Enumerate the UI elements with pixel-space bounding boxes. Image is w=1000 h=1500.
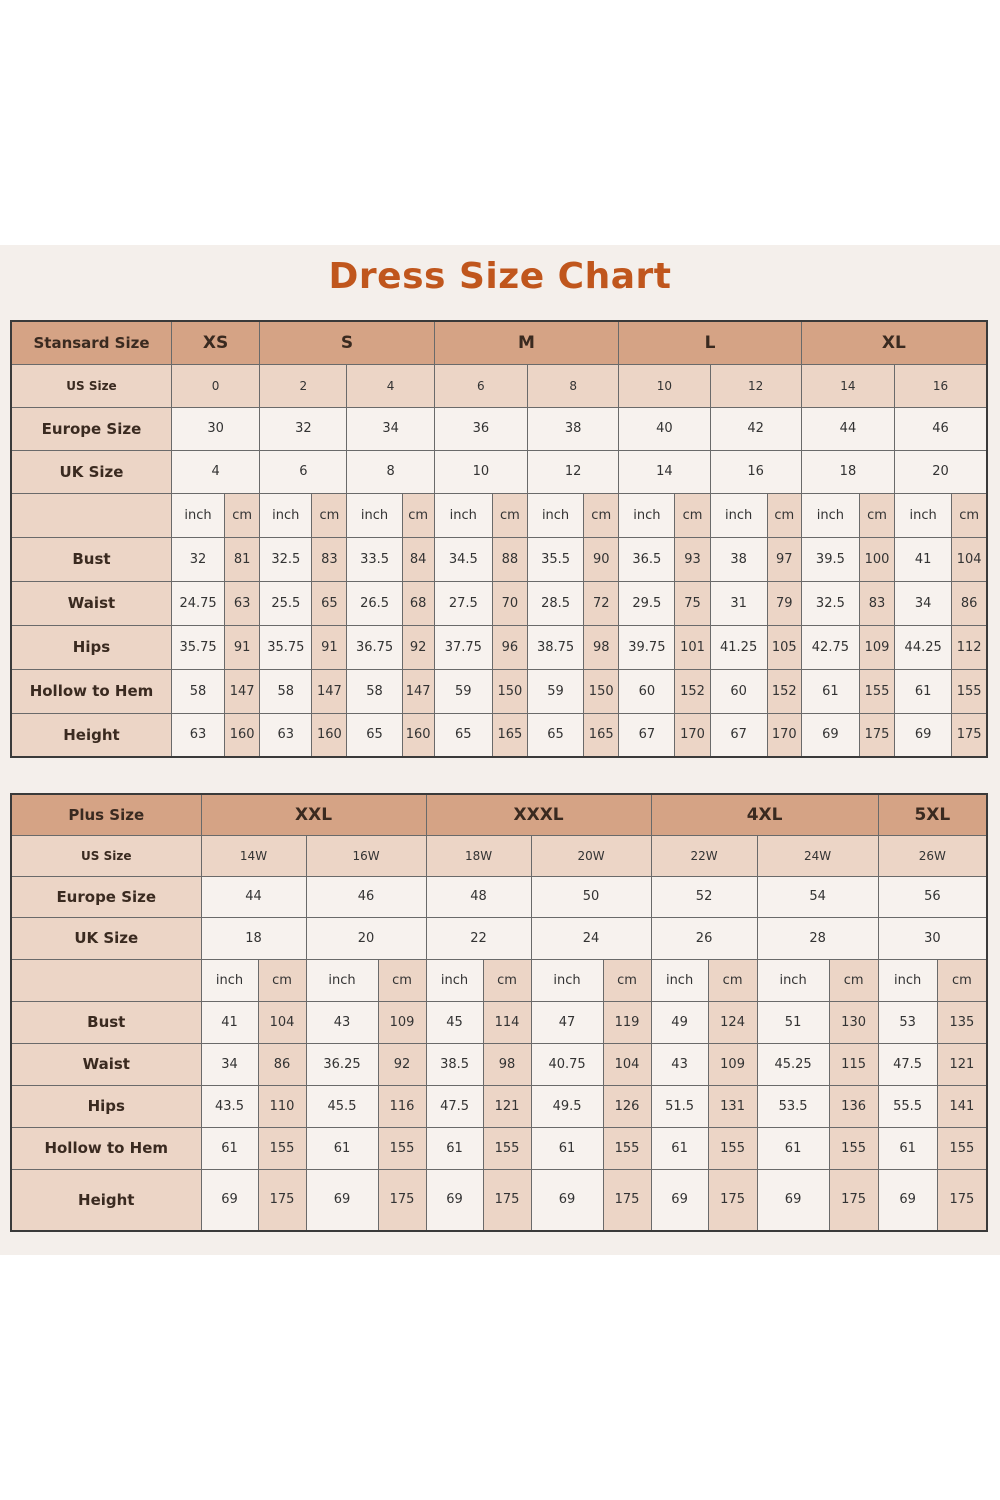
value-cm: 63 bbox=[225, 581, 260, 625]
unit-inch: inch bbox=[434, 493, 492, 537]
value-cm: 121 bbox=[937, 1043, 987, 1085]
value-inch: 34.5 bbox=[434, 537, 492, 581]
value-cm: 165 bbox=[492, 713, 527, 757]
value-cm: 88 bbox=[492, 537, 527, 581]
value-inch: 26.5 bbox=[347, 581, 402, 625]
row-label: US Size bbox=[11, 835, 201, 876]
unit-cm: cm bbox=[708, 959, 757, 1001]
europe-size-cell: 42 bbox=[710, 407, 801, 450]
value-inch: 49.5 bbox=[531, 1085, 603, 1127]
unit-cm: cm bbox=[937, 959, 987, 1001]
uk-size-cell: 8 bbox=[347, 450, 434, 493]
row-label: US Size bbox=[11, 364, 171, 407]
europe-size-cell: 34 bbox=[347, 407, 434, 450]
row-label: Hollow to Hem bbox=[11, 669, 171, 713]
size-group-5xl: 5XL bbox=[878, 794, 987, 835]
uk-size-cell: 16 bbox=[710, 450, 801, 493]
us-size-cell: 8 bbox=[527, 364, 618, 407]
value-inch: 40.75 bbox=[531, 1043, 603, 1085]
value-inch: 45 bbox=[426, 1001, 483, 1043]
unit-cm: cm bbox=[829, 959, 878, 1001]
measurement-row-hollow-to-hem bbox=[11, 669, 987, 713]
measurement-row-bust bbox=[11, 1001, 987, 1043]
uk-size-cell: 20 bbox=[895, 450, 987, 493]
value-inch: 41.25 bbox=[710, 625, 767, 669]
row-label: Height bbox=[11, 713, 171, 757]
value-inch: 58 bbox=[171, 669, 224, 713]
value-inch: 59 bbox=[527, 669, 583, 713]
row-label: Bust bbox=[11, 1001, 201, 1043]
unit-cm: cm bbox=[767, 493, 801, 537]
us-size-cell: 18W bbox=[426, 835, 531, 876]
us-size-row bbox=[11, 835, 987, 876]
value-cm: 175 bbox=[937, 1169, 987, 1231]
value-inch: 41 bbox=[201, 1001, 258, 1043]
value-cm: 81 bbox=[225, 537, 260, 581]
value-inch: 61 bbox=[878, 1127, 937, 1169]
unit-row bbox=[11, 959, 987, 1001]
value-inch: 47.5 bbox=[878, 1043, 937, 1085]
unit-cm: cm bbox=[603, 959, 651, 1001]
value-cm: 170 bbox=[675, 713, 710, 757]
unit-inch: inch bbox=[651, 959, 708, 1001]
size-group-4xl: 4XL bbox=[651, 794, 878, 835]
uk-size-cell: 24 bbox=[531, 917, 651, 959]
europe-size-cell: 36 bbox=[434, 407, 527, 450]
uk-size-row bbox=[11, 450, 987, 493]
unit-inch: inch bbox=[895, 493, 952, 537]
value-inch: 63 bbox=[260, 713, 312, 757]
value-inch: 31 bbox=[710, 581, 767, 625]
us-size-cell: 0 bbox=[171, 364, 259, 407]
unit-inch: inch bbox=[201, 959, 258, 1001]
value-cm: 121 bbox=[483, 1085, 531, 1127]
measurement-row-hips bbox=[11, 1085, 987, 1127]
standard-size-table bbox=[10, 320, 988, 758]
header-label: Plus Size bbox=[11, 794, 201, 835]
uk-size-cell: 22 bbox=[426, 917, 531, 959]
value-cm: 112 bbox=[952, 625, 987, 669]
measurement-row-hips bbox=[11, 625, 987, 669]
value-cm: 175 bbox=[952, 713, 987, 757]
unit-cm: cm bbox=[312, 493, 347, 537]
uk-size-cell: 12 bbox=[527, 450, 618, 493]
value-inch: 67 bbox=[619, 713, 675, 757]
value-inch: 32.5 bbox=[260, 537, 312, 581]
europe-size-cell: 50 bbox=[531, 876, 651, 917]
value-cm: 175 bbox=[378, 1169, 426, 1231]
value-inch: 61 bbox=[895, 669, 952, 713]
uk-size-row bbox=[11, 917, 987, 959]
us-size-cell: 6 bbox=[434, 364, 527, 407]
row-label: UK Size bbox=[11, 450, 171, 493]
value-inch: 61 bbox=[201, 1127, 258, 1169]
value-inch: 45.5 bbox=[306, 1085, 378, 1127]
measurement-row-waist bbox=[11, 581, 987, 625]
value-cm: 104 bbox=[258, 1001, 306, 1043]
europe-size-cell: 48 bbox=[426, 876, 531, 917]
value-inch: 34 bbox=[895, 581, 952, 625]
value-cm: 152 bbox=[675, 669, 710, 713]
value-inch: 39.75 bbox=[619, 625, 675, 669]
row-label: Hollow to Hem bbox=[11, 1127, 201, 1169]
us-size-cell: 4 bbox=[347, 364, 434, 407]
row-label: Europe Size bbox=[11, 876, 201, 917]
value-cm: 175 bbox=[483, 1169, 531, 1231]
value-inch: 69 bbox=[201, 1169, 258, 1231]
unit-inch: inch bbox=[710, 493, 767, 537]
value-inch: 47 bbox=[531, 1001, 603, 1043]
value-inch: 38.5 bbox=[426, 1043, 483, 1085]
value-inch: 32 bbox=[171, 537, 224, 581]
europe-size-cell: 38 bbox=[527, 407, 618, 450]
value-cm: 68 bbox=[402, 581, 434, 625]
value-cm: 155 bbox=[483, 1127, 531, 1169]
value-cm: 109 bbox=[378, 1001, 426, 1043]
value-cm: 136 bbox=[829, 1085, 878, 1127]
size-group-xxl: XXL bbox=[201, 794, 426, 835]
value-inch: 39.5 bbox=[801, 537, 859, 581]
value-cm: 170 bbox=[767, 713, 801, 757]
measurement-row-bust bbox=[11, 537, 987, 581]
europe-size-cell: 32 bbox=[260, 407, 347, 450]
unit-row bbox=[11, 493, 987, 537]
value-inch: 45.25 bbox=[757, 1043, 829, 1085]
value-inch: 28.5 bbox=[527, 581, 583, 625]
header-label: Stansard Size bbox=[11, 321, 171, 364]
uk-size-cell: 14 bbox=[619, 450, 710, 493]
value-inch: 51.5 bbox=[651, 1085, 708, 1127]
value-cm: 86 bbox=[258, 1043, 306, 1085]
value-cm: 147 bbox=[225, 669, 260, 713]
value-inch: 53.5 bbox=[757, 1085, 829, 1127]
value-inch: 27.5 bbox=[434, 581, 492, 625]
value-cm: 147 bbox=[402, 669, 434, 713]
value-cm: 147 bbox=[312, 669, 347, 713]
value-cm: 83 bbox=[312, 537, 347, 581]
value-inch: 60 bbox=[710, 669, 767, 713]
unit-cm: cm bbox=[483, 959, 531, 1001]
europe-size-cell: 56 bbox=[878, 876, 987, 917]
value-cm: 175 bbox=[829, 1169, 878, 1231]
unit-inch: inch bbox=[878, 959, 937, 1001]
value-cm: 65 bbox=[312, 581, 347, 625]
value-cm: 92 bbox=[402, 625, 434, 669]
value-inch: 69 bbox=[801, 713, 859, 757]
value-inch: 32.5 bbox=[801, 581, 859, 625]
value-inch: 61 bbox=[757, 1127, 829, 1169]
value-inch: 41 bbox=[895, 537, 952, 581]
europe-size-cell: 44 bbox=[801, 407, 894, 450]
measurement-row-height bbox=[11, 1169, 987, 1231]
uk-size-cell: 18 bbox=[801, 450, 894, 493]
us-size-cell: 22W bbox=[651, 835, 757, 876]
unit-cm: cm bbox=[952, 493, 987, 537]
unit-inch: inch bbox=[801, 493, 859, 537]
value-cm: 155 bbox=[952, 669, 987, 713]
value-cm: 104 bbox=[952, 537, 987, 581]
value-inch: 29.5 bbox=[619, 581, 675, 625]
europe-size-cell: 54 bbox=[757, 876, 878, 917]
value-cm: 105 bbox=[767, 625, 801, 669]
value-inch: 35.75 bbox=[171, 625, 224, 669]
unit-inch: inch bbox=[171, 493, 224, 537]
page-title: Dress Size Chart bbox=[328, 256, 672, 297]
value-inch: 43.5 bbox=[201, 1085, 258, 1127]
unit-inch: inch bbox=[306, 959, 378, 1001]
value-inch: 69 bbox=[878, 1169, 937, 1231]
value-cm: 110 bbox=[258, 1085, 306, 1127]
value-cm: 155 bbox=[378, 1127, 426, 1169]
measurement-rows bbox=[11, 1001, 987, 1231]
row-label: Waist bbox=[11, 581, 171, 625]
row-label: Bust bbox=[11, 537, 171, 581]
unit-inch: inch bbox=[260, 493, 312, 537]
value-cm: 152 bbox=[767, 669, 801, 713]
us-size-cell: 10 bbox=[619, 364, 710, 407]
unit-inch: inch bbox=[347, 493, 402, 537]
us-size-row bbox=[11, 364, 987, 407]
unit-inch: inch bbox=[527, 493, 583, 537]
value-cm: 155 bbox=[859, 669, 894, 713]
uk-size-cell: 18 bbox=[201, 917, 306, 959]
value-inch: 69 bbox=[426, 1169, 483, 1231]
size-group-s: S bbox=[260, 321, 434, 364]
value-cm: 175 bbox=[258, 1169, 306, 1231]
europe-size-cell: 44 bbox=[201, 876, 306, 917]
value-cm: 116 bbox=[378, 1085, 426, 1127]
value-inch: 42.75 bbox=[801, 625, 859, 669]
value-inch: 69 bbox=[757, 1169, 829, 1231]
value-inch: 65 bbox=[434, 713, 492, 757]
value-inch: 38.75 bbox=[527, 625, 583, 669]
value-cm: 91 bbox=[225, 625, 260, 669]
value-cm: 165 bbox=[584, 713, 619, 757]
europe-size-row bbox=[11, 876, 987, 917]
value-inch: 43 bbox=[651, 1043, 708, 1085]
uk-size-cell: 20 bbox=[306, 917, 426, 959]
measurement-row-waist bbox=[11, 1043, 987, 1085]
us-size-cell: 2 bbox=[260, 364, 347, 407]
value-cm: 126 bbox=[603, 1085, 651, 1127]
size-group-xl: XL bbox=[801, 321, 987, 364]
value-cm: 160 bbox=[312, 713, 347, 757]
value-inch: 58 bbox=[260, 669, 312, 713]
value-cm: 72 bbox=[584, 581, 619, 625]
value-cm: 150 bbox=[492, 669, 527, 713]
size-group-m: M bbox=[434, 321, 619, 364]
us-size-cell: 12 bbox=[710, 364, 801, 407]
row-label: Hips bbox=[11, 625, 171, 669]
us-size-cell: 14W bbox=[201, 835, 306, 876]
value-inch: 65 bbox=[347, 713, 402, 757]
us-size-cell: 24W bbox=[757, 835, 878, 876]
value-cm: 135 bbox=[937, 1001, 987, 1043]
value-inch: 61 bbox=[651, 1127, 708, 1169]
uk-size-cell: 30 bbox=[878, 917, 987, 959]
value-cm: 70 bbox=[492, 581, 527, 625]
uk-size-cell: 28 bbox=[757, 917, 878, 959]
unit-row-label bbox=[11, 493, 171, 537]
value-inch: 33.5 bbox=[347, 537, 402, 581]
value-cm: 131 bbox=[708, 1085, 757, 1127]
value-cm: 175 bbox=[708, 1169, 757, 1231]
value-cm: 141 bbox=[937, 1085, 987, 1127]
value-inch: 65 bbox=[527, 713, 583, 757]
us-size-cell: 16 bbox=[895, 364, 987, 407]
value-cm: 101 bbox=[675, 625, 710, 669]
value-cm: 175 bbox=[603, 1169, 651, 1231]
size-group-xxxl: XXXL bbox=[426, 794, 651, 835]
value-cm: 119 bbox=[603, 1001, 651, 1043]
value-cm: 109 bbox=[859, 625, 894, 669]
value-cm: 86 bbox=[952, 581, 987, 625]
europe-size-row bbox=[11, 407, 987, 450]
europe-size-cell: 46 bbox=[306, 876, 426, 917]
measurement-row-height bbox=[11, 713, 987, 757]
europe-size-cell: 46 bbox=[895, 407, 987, 450]
value-cm: 93 bbox=[675, 537, 710, 581]
value-inch: 61 bbox=[426, 1127, 483, 1169]
measurement-row-hollow-to-hem bbox=[11, 1127, 987, 1169]
us-size-cell: 20W bbox=[531, 835, 651, 876]
unit-inch: inch bbox=[531, 959, 603, 1001]
value-cm: 104 bbox=[603, 1043, 651, 1085]
uk-size-cell: 4 bbox=[171, 450, 259, 493]
value-inch: 43 bbox=[306, 1001, 378, 1043]
value-inch: 67 bbox=[710, 713, 767, 757]
value-cm: 84 bbox=[402, 537, 434, 581]
size-group-xs: XS bbox=[171, 321, 259, 364]
plus-size-table bbox=[10, 793, 988, 1232]
unit-inch: inch bbox=[619, 493, 675, 537]
unit-cm: cm bbox=[378, 959, 426, 1001]
value-cm: 155 bbox=[708, 1127, 757, 1169]
value-inch: 35.75 bbox=[260, 625, 312, 669]
uk-size-cell: 26 bbox=[651, 917, 757, 959]
value-cm: 75 bbox=[675, 581, 710, 625]
value-cm: 155 bbox=[829, 1127, 878, 1169]
row-label: Europe Size bbox=[11, 407, 171, 450]
value-cm: 97 bbox=[767, 537, 801, 581]
europe-size-cell: 40 bbox=[619, 407, 710, 450]
row-label: UK Size bbox=[11, 917, 201, 959]
value-cm: 175 bbox=[859, 713, 894, 757]
value-inch: 34 bbox=[201, 1043, 258, 1085]
value-cm: 155 bbox=[937, 1127, 987, 1169]
unit-cm: cm bbox=[584, 493, 619, 537]
value-cm: 124 bbox=[708, 1001, 757, 1043]
value-inch: 61 bbox=[306, 1127, 378, 1169]
value-cm: 160 bbox=[402, 713, 434, 757]
row-label: Height bbox=[11, 1169, 201, 1231]
value-inch: 69 bbox=[306, 1169, 378, 1231]
unit-cm: cm bbox=[225, 493, 260, 537]
value-cm: 91 bbox=[312, 625, 347, 669]
value-inch: 47.5 bbox=[426, 1085, 483, 1127]
value-inch: 24.75 bbox=[171, 581, 224, 625]
value-inch: 25.5 bbox=[260, 581, 312, 625]
value-inch: 37.75 bbox=[434, 625, 492, 669]
value-inch: 69 bbox=[895, 713, 952, 757]
us-size-cell: 14 bbox=[801, 364, 894, 407]
value-inch: 60 bbox=[619, 669, 675, 713]
europe-size-cell: 30 bbox=[171, 407, 259, 450]
value-cm: 98 bbox=[483, 1043, 531, 1085]
value-inch: 55.5 bbox=[878, 1085, 937, 1127]
value-inch: 49 bbox=[651, 1001, 708, 1043]
row-label: Waist bbox=[11, 1043, 201, 1085]
value-cm: 79 bbox=[767, 581, 801, 625]
value-inch: 38 bbox=[710, 537, 767, 581]
europe-size-cell: 52 bbox=[651, 876, 757, 917]
value-inch: 51 bbox=[757, 1001, 829, 1043]
value-cm: 109 bbox=[708, 1043, 757, 1085]
value-cm: 155 bbox=[603, 1127, 651, 1169]
value-cm: 92 bbox=[378, 1043, 426, 1085]
value-cm: 100 bbox=[859, 537, 894, 581]
value-cm: 83 bbox=[859, 581, 894, 625]
value-cm: 90 bbox=[584, 537, 619, 581]
value-cm: 155 bbox=[258, 1127, 306, 1169]
unit-row-label bbox=[11, 959, 201, 1001]
unit-cm: cm bbox=[492, 493, 527, 537]
size-group-l: L bbox=[619, 321, 802, 364]
us-size-cell: 26W bbox=[878, 835, 987, 876]
value-inch: 61 bbox=[801, 669, 859, 713]
uk-size-cell: 10 bbox=[434, 450, 527, 493]
unit-cm: cm bbox=[675, 493, 710, 537]
row-label: Hips bbox=[11, 1085, 201, 1127]
value-inch: 61 bbox=[531, 1127, 603, 1169]
measurement-rows bbox=[11, 537, 987, 757]
unit-inch: inch bbox=[426, 959, 483, 1001]
value-inch: 69 bbox=[651, 1169, 708, 1231]
value-inch: 44.25 bbox=[895, 625, 952, 669]
unit-cm: cm bbox=[859, 493, 894, 537]
unit-cm: cm bbox=[258, 959, 306, 1001]
unit-inch: inch bbox=[757, 959, 829, 1001]
value-inch: 59 bbox=[434, 669, 492, 713]
uk-size-cell: 6 bbox=[260, 450, 347, 493]
value-inch: 69 bbox=[531, 1169, 603, 1231]
unit-cm: cm bbox=[402, 493, 434, 537]
us-size-cell: 16W bbox=[306, 835, 426, 876]
value-inch: 36.25 bbox=[306, 1043, 378, 1085]
value-inch: 53 bbox=[878, 1001, 937, 1043]
value-cm: 160 bbox=[225, 713, 260, 757]
value-inch: 36.75 bbox=[347, 625, 402, 669]
value-cm: 98 bbox=[584, 625, 619, 669]
value-cm: 96 bbox=[492, 625, 527, 669]
value-inch: 36.5 bbox=[619, 537, 675, 581]
value-cm: 114 bbox=[483, 1001, 531, 1043]
value-inch: 35.5 bbox=[527, 537, 583, 581]
value-cm: 130 bbox=[829, 1001, 878, 1043]
value-cm: 150 bbox=[584, 669, 619, 713]
value-inch: 58 bbox=[347, 669, 402, 713]
value-inch: 63 bbox=[171, 713, 224, 757]
value-cm: 115 bbox=[829, 1043, 878, 1085]
